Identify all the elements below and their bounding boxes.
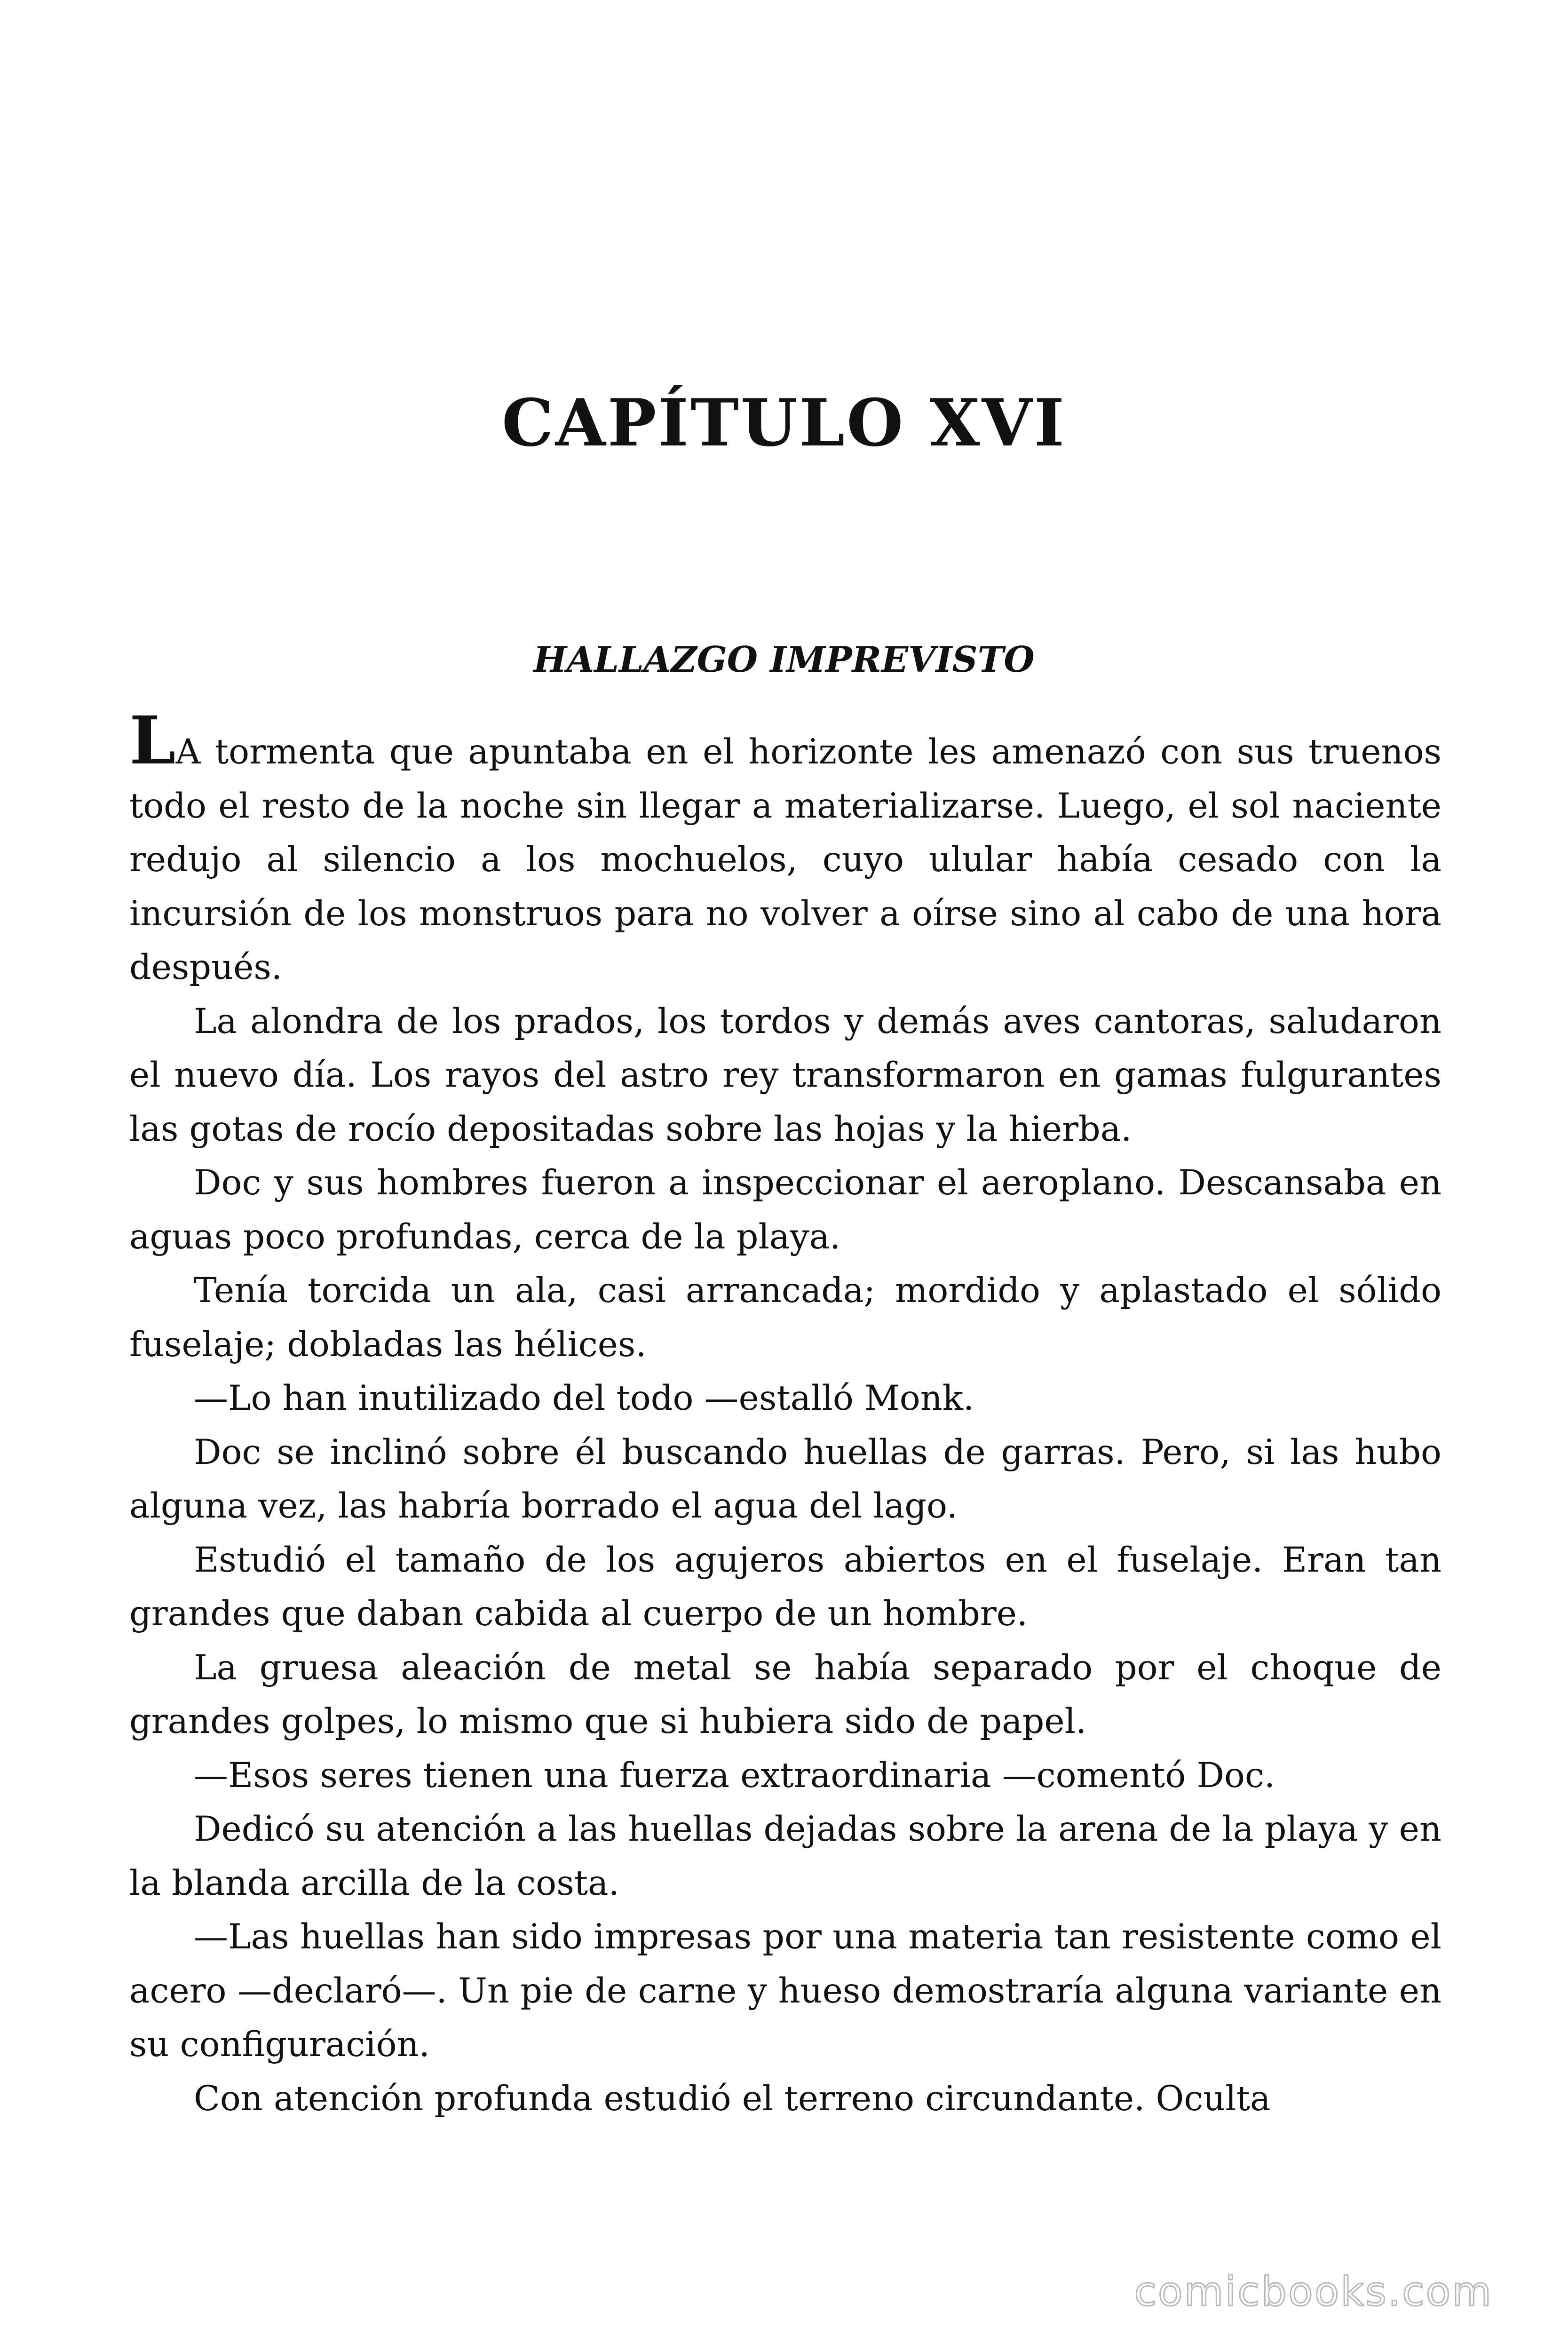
paragraph-5: —Lo han inutilizado del todo —estalló Monk.: [194, 1378, 974, 1418]
drop-cap: L: [129, 702, 176, 779]
paragraph-9: —Esos seres tienen una fuerza extraordinaria —comentó Doc.: [194, 1755, 1275, 1796]
paragraph-3: Doc y sus hombres fueron a inspeccionar el aeroplano. Descansaba en aguas poco profundas, cerca de la playa.: [129, 1163, 1441, 1257]
paragraph-8: La gruesa aleación de metal se había separado por el choque de grandes golpes, lo mismo que si hubiera sido de papel.: [129, 1647, 1441, 1741]
small-cap: A: [175, 732, 201, 772]
paragraph-1-text: tormenta que apuntaba en el horizonte les amenazó con sus truenos todo el resto de la noche sin llegar a materializarse. Luego, el sol naciente redujo al silencio a los mochuelos, cuyo ulular había cesado con la incursión de los monstruos para no volver a oírse sino al cabo de una hora después.: [129, 732, 1441, 987]
paragraph-2: La alondra de los prados, los tordos y demás aves cantoras, saludaron el nuevo día. Los rayos del astro rey transformaron en gamas fulgurantes las gotas de rocío depositadas sobre las hojas y la hierba.: [129, 1001, 1441, 1149]
paragraph-11: —Las huellas han sido impresas por una materia tan resistente como el acero —declaró—. Un pie de carne y hueso demostraría alguna variante en su configuración.: [129, 1917, 1441, 2065]
watermark: comicbooks.com: [1134, 2268, 1493, 2315]
paragraph-10: Dedicó su atención a las huellas dejadas sobre la arena de la playa y en la blanda arcilla de la costa.: [129, 1809, 1441, 1903]
paragraph-12: Con atención profunda estudió el terreno circundante. Oculta: [194, 2078, 1271, 2119]
paragraph-1: [129, 702, 1441, 995]
chapter-title: CAPÍTULO XVI: [501, 384, 1067, 461]
paragraph-6: Doc se inclinó sobre él buscando huellas de garras. Pero, si las hubo alguna vez, las habría borrado el agua del lago.: [129, 1432, 1441, 1526]
paragraph-7: Estudió el tamaño de los agujeros abiertos en el fuselaje. Eran tan grandes que daban cabida al cuerpo de un hombre.: [129, 1540, 1441, 1634]
paragraph-4: Tenía torcida un ala, casi arrancada; mordido y aplastado el sólido fuselaje; dobladas las hélices.: [129, 1271, 1441, 1365]
body-text: [129, 702, 1441, 2126]
chapter-subtitle: HALLAZGO IMPREVISTO: [533, 639, 1035, 680]
